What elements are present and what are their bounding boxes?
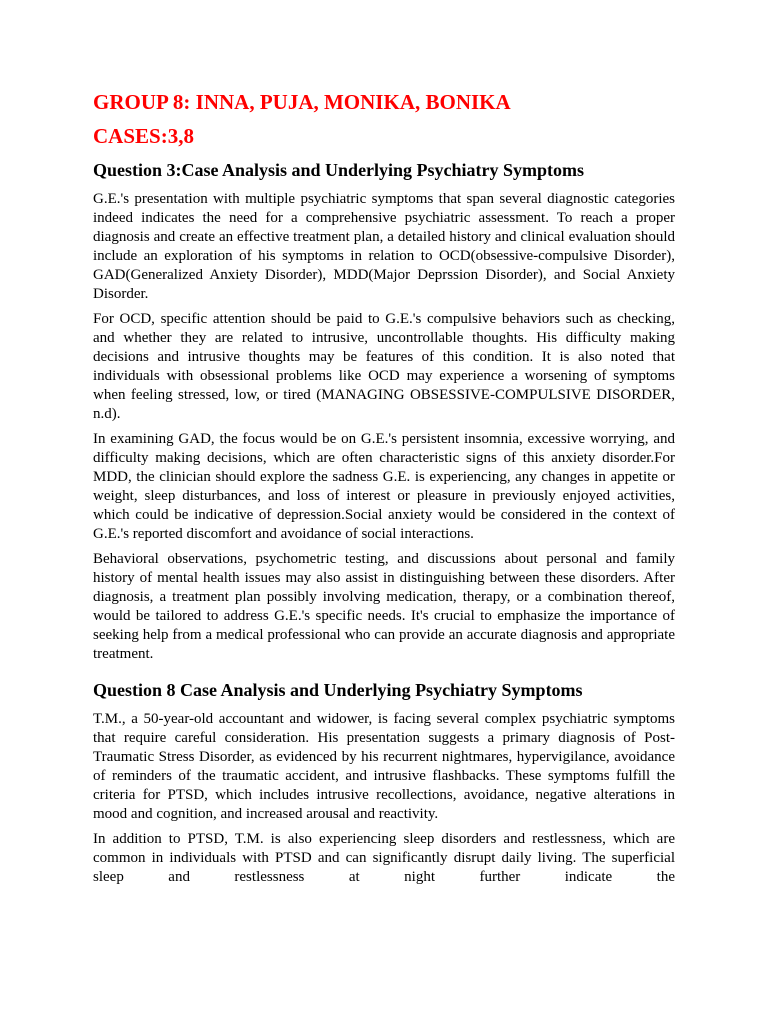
question-3-paragraph-4: Behavioral observations, psychometric testing, and discussions about personal and family history of mental health issues may also assist in distinguishing between these disorders. After diagnosis, a treatment plan possibly involving medication, therapy, or a combination thereof, would be tailored to address G.E.'s specific needs. It's crucial to emphasize the importance of seeking help from a medical professional who can provide an accurate diagnosis and appropriate treatment. (93, 551, 675, 662)
question-8-heading: Question 8 Case Analysis and Underlying Psychiatry Symptoms (93, 680, 583, 700)
question-3-paragraph-2: For OCD, specific attention should be paid to G.E.'s compulsive behaviors such as checking, and whether they are related to intrusive, uncontrollable thoughts. His difficulty making decisions and intrusive thoughts may be features of this condition. It is also noted that individuals with obsessional problems like OCD may experience a worsening of symptoms when feeling stressed, low, or tired (MANAGING OBSESSIVE-COMPULSIVE DISORDER, n.d). (93, 311, 675, 422)
document-page (93, 88, 675, 893)
question-3-paragraph-3: In examining GAD, the focus would be on G.E.'s persistent insomnia, excessive worrying, and difficulty making decisions, which are often characteristic signs of this anxiety disorder.For MDD, the clinician should explore the sadness G.E. is experiencing, any changes in appetite or weight, sleep disturbances, and loss of interest or pleasure in previously enjoyed activities, which could be indicative of depression.Social anxiety would be considered in the context of G.E.'s reported discomfort and avoidance of social interactions. (93, 431, 675, 542)
question-8-paragraph-1: T.M., a 50-year-old accountant and widower, is facing several complex psychiatric symptoms that require careful consideration. His presentation suggests a primary diagnosis of Post-Traumatic Stress Disorder, as evidenced by his recurrent nightmares, hypervigilance, avoidance of reminders of the traumatic accident, and intrusive flashbacks. These symptoms fulfill the criteria for PTSD, which includes intrusive recollections, avoidance, negative alterations in mood and cognition, and increased arousal and reactivity. (93, 711, 675, 822)
question-3-paragraph-1: G.E.'s presentation with multiple psychiatric symptoms that span several diagnostic categories indeed indicates the need for a comprehensive psychiatric assessment. To reach a proper diagnosis and create an effective treatment plan, a detailed history and clinical evaluation should include an exploration of his symptoms in relation to OCD(obsessive-compulsive Disorder), GAD(Generalized Anxiety Disorder), MDD(Major Deprssion Disorder), and Social Anxiety Disorder. (93, 191, 675, 302)
group-title: GROUP 8: INNA, PUJA, MONIKA, BONIKA (93, 90, 511, 114)
question-3-heading: Question 3:Case Analysis and Underlying Psychiatry Symptoms (93, 160, 585, 180)
cases-title: CASES:3,8 (93, 124, 194, 148)
question-8-section (93, 678, 675, 887)
question-3-section (93, 158, 675, 664)
question-8-paragraph-2: In addition to PTSD, T.M. is also experiencing sleep disorders and restlessness, which are common in individuals with PTSD and can significantly disrupt daily living. The superficial sleep and restlessness at night further indicate the (93, 831, 675, 885)
